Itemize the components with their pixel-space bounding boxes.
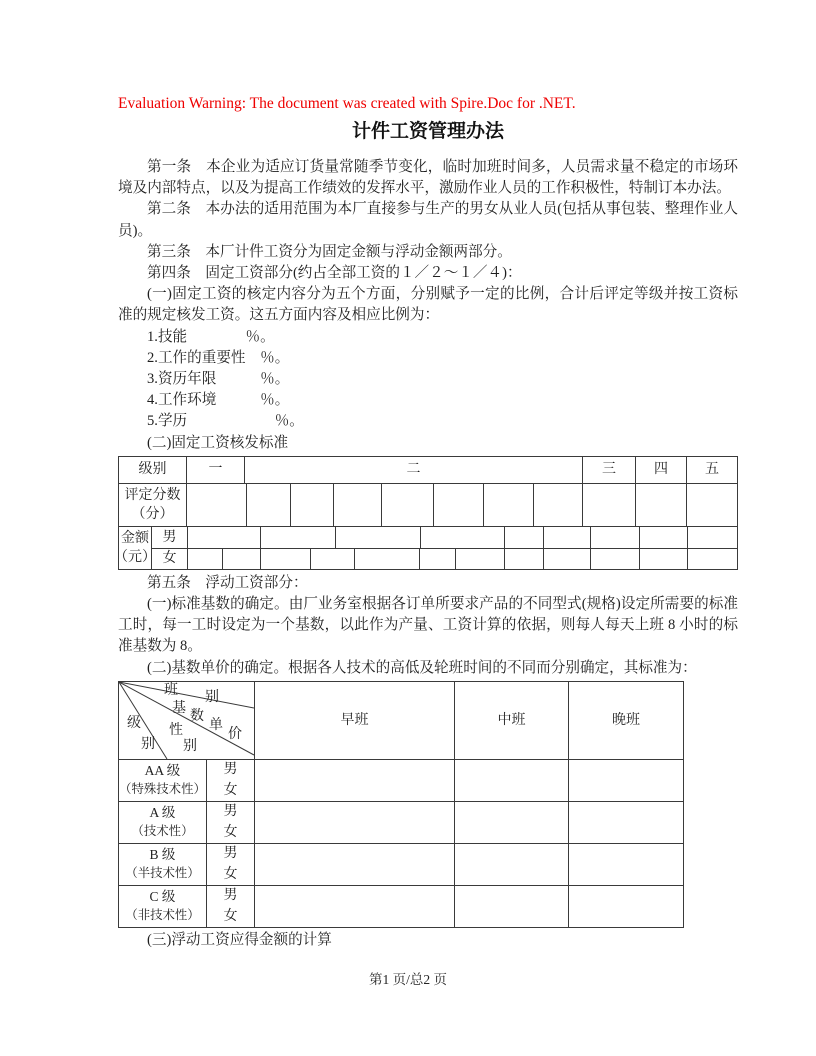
empty-cell (290, 484, 333, 526)
paragraph-item-a1: (一)固定工资的核定内容分为五个方面，分别赋予一定的比例，合计后评定等级并按工资标准的规定核发工资。这五方面内容及相应比例为： (118, 286, 738, 324)
empty-cell (543, 549, 590, 569)
diagonal-header-cell (119, 682, 254, 759)
female-amount-row (152, 548, 737, 569)
shift-middle-header: 中班 (454, 682, 568, 759)
empty-cell (310, 549, 354, 569)
evaluation-warning-text: Evaluation Warning: The document was created with Spire.Doc for .NET. (118, 95, 576, 112)
diag-sex-char: 性 (169, 722, 183, 738)
level-name: A 级 (149, 805, 176, 821)
diag-level-char: 别 (141, 736, 155, 752)
table-row-c (119, 885, 683, 927)
amount-subrows (151, 527, 737, 569)
empty-cell (568, 802, 683, 843)
level-name: C 级 (149, 889, 176, 905)
empty-cell (260, 527, 335, 548)
table-row (119, 483, 737, 526)
diag-base-char: 价 (228, 726, 242, 742)
paragraph-clause-3: 第三条 本厂计件工资分为固定金额与浮动金额两部分。 (147, 243, 512, 260)
empty-cell (187, 549, 222, 569)
amount-header-cell: 金额（元） (114, 530, 156, 565)
paragraph-item-b2: (二)基数单价的确定。根据各人技术的高低及轮班时间的不同而分别确定，其标准为： (147, 659, 697, 676)
fixed-wage-standard-table (114, 456, 738, 570)
empty-cell (454, 844, 568, 885)
grade-2-cell: 二 (244, 457, 582, 483)
level-header-cell: 级别 (138, 462, 167, 478)
paragraph-clause-1: 第一条 本企业为适应订货量常随季节变化，临时加班时间多，人员需求量不稳定的市场环境及内部特点，以及为提高工作绩效的发挥水平，激励作业人员的工作积极性，特制订本办法。 (118, 159, 738, 197)
paragraph-clause-5: 第五条 浮动工资部分： (147, 574, 308, 591)
empty-cell (686, 484, 737, 526)
sex-cell (206, 844, 254, 885)
paragraph-clause-2: 第二条 本办法的适用范围为本厂直接参与生产的男女从业人员(包括从事包装、整理作业人员)。 (118, 201, 738, 239)
table-row-b (119, 843, 683, 885)
diag-shift-char: 班 (164, 682, 178, 698)
empty-cell (504, 549, 543, 569)
shift-rate-table (118, 681, 684, 928)
list-item-seniority: 3.资历年限 ％。 (147, 371, 290, 388)
level-note: （技术性） (131, 824, 194, 839)
grade-4-cell: 四 (635, 457, 686, 483)
shift-night-header: 晚班 (568, 682, 683, 759)
list-item-importance: 2.工作的重要性 ％。 (147, 349, 290, 366)
male-amount-row (152, 527, 737, 548)
empty-cell (568, 886, 683, 927)
female-label: 女 (223, 909, 238, 925)
level-cell (119, 886, 206, 927)
empty-cell (590, 549, 639, 569)
shift-morning-header: 早班 (254, 682, 454, 759)
empty-cell (254, 802, 454, 843)
paragraph-clause-4: 第四条 固定工资部分(约占全部工资的１／２～１／４)： (147, 265, 522, 282)
paragraph-item-b1: (一)标准基数的确定。由厂业务室根据各订单所要求产品的不同型式(规格)设定所需要的标准工时，每一工时设定为一个基数，以此作为产量、工资计算的依据，则每人每天上班 8 小时的标准基数为 8。 (118, 596, 738, 655)
female-label: 女 (223, 783, 238, 799)
male-label: 男 (223, 846, 238, 862)
level-cell (119, 760, 206, 801)
document-content (114, 93, 738, 951)
empty-cell (533, 484, 582, 526)
list-item-skill: 1.技能 ％。 (147, 328, 275, 345)
empty-cell (590, 527, 639, 548)
empty-cell (254, 886, 454, 927)
empty-cell (639, 549, 687, 569)
empty-cell (568, 844, 683, 885)
grade-5-cell: 五 (686, 457, 737, 483)
paragraph-item-b3: (三)浮动工资应得金额的计算 (147, 931, 332, 948)
empty-cell (254, 760, 454, 801)
empty-cell (687, 527, 737, 548)
list-item-education: 5.学历 ％。 (147, 413, 304, 430)
empty-cell (543, 527, 590, 548)
male-label-cell: 男 (162, 529, 177, 545)
grade-1-cell: 一 (186, 457, 244, 483)
paragraph-item-a2: (二)固定工资核发标准 (147, 434, 289, 451)
empty-cell (187, 527, 260, 548)
empty-cell (186, 484, 246, 526)
level-name: B 级 (149, 847, 176, 863)
empty-cell (335, 527, 420, 548)
empty-cell (635, 484, 686, 526)
empty-cell (222, 549, 260, 569)
empty-cell (639, 527, 687, 548)
empty-cell (483, 484, 533, 526)
empty-cell (568, 760, 683, 801)
diag-level-char: 级 (127, 715, 141, 731)
empty-cell (381, 484, 433, 526)
female-label: 女 (223, 825, 238, 841)
level-cell (119, 802, 206, 843)
empty-cell (504, 527, 543, 548)
level-cell (119, 844, 206, 885)
diag-base-char: 数 (190, 708, 204, 724)
empty-cell (582, 484, 635, 526)
empty-cell (354, 549, 419, 569)
table-row (114, 526, 737, 569)
diag-base-char: 基 (172, 700, 186, 716)
sex-cell (206, 886, 254, 927)
empty-cell (454, 886, 568, 927)
list-item-environment: 4.工作环境 ％。 (147, 392, 290, 409)
empty-cell (433, 484, 483, 526)
table-header-row (119, 682, 683, 759)
sex-cell (206, 802, 254, 843)
empty-cell (420, 527, 504, 548)
male-label: 男 (223, 804, 238, 820)
empty-cell (454, 802, 568, 843)
score-header-cell: 评定分数（分） (124, 487, 181, 522)
level-name: AA 级 (144, 763, 181, 779)
empty-cell (419, 549, 455, 569)
empty-cell (246, 484, 290, 526)
empty-cell (455, 549, 504, 569)
male-label: 男 (223, 762, 238, 778)
empty-cell (333, 484, 381, 526)
level-note: （非技术性） (125, 908, 200, 923)
page-title: 计件工资管理办法 (351, 121, 504, 142)
empty-cell (260, 549, 310, 569)
level-note: （特殊技术性） (119, 782, 206, 797)
page-number-footer: 第1 页/总2 页 (368, 972, 447, 987)
diag-sex-char: 别 (183, 738, 197, 754)
empty-cell (687, 549, 737, 569)
level-note: （半技术性） (125, 866, 200, 881)
empty-cell (254, 844, 454, 885)
grade-3-cell: 三 (582, 457, 635, 483)
female-label-cell: 女 (162, 551, 177, 567)
diag-shift-char: 别 (205, 689, 219, 705)
sex-cell (206, 760, 254, 801)
table-row-aa (119, 759, 683, 801)
male-label: 男 (223, 888, 238, 904)
female-label: 女 (223, 867, 238, 883)
empty-cell (454, 760, 568, 801)
diag-base-char: 单 (209, 717, 223, 733)
table-row (119, 457, 737, 483)
table-row-a (119, 801, 683, 843)
